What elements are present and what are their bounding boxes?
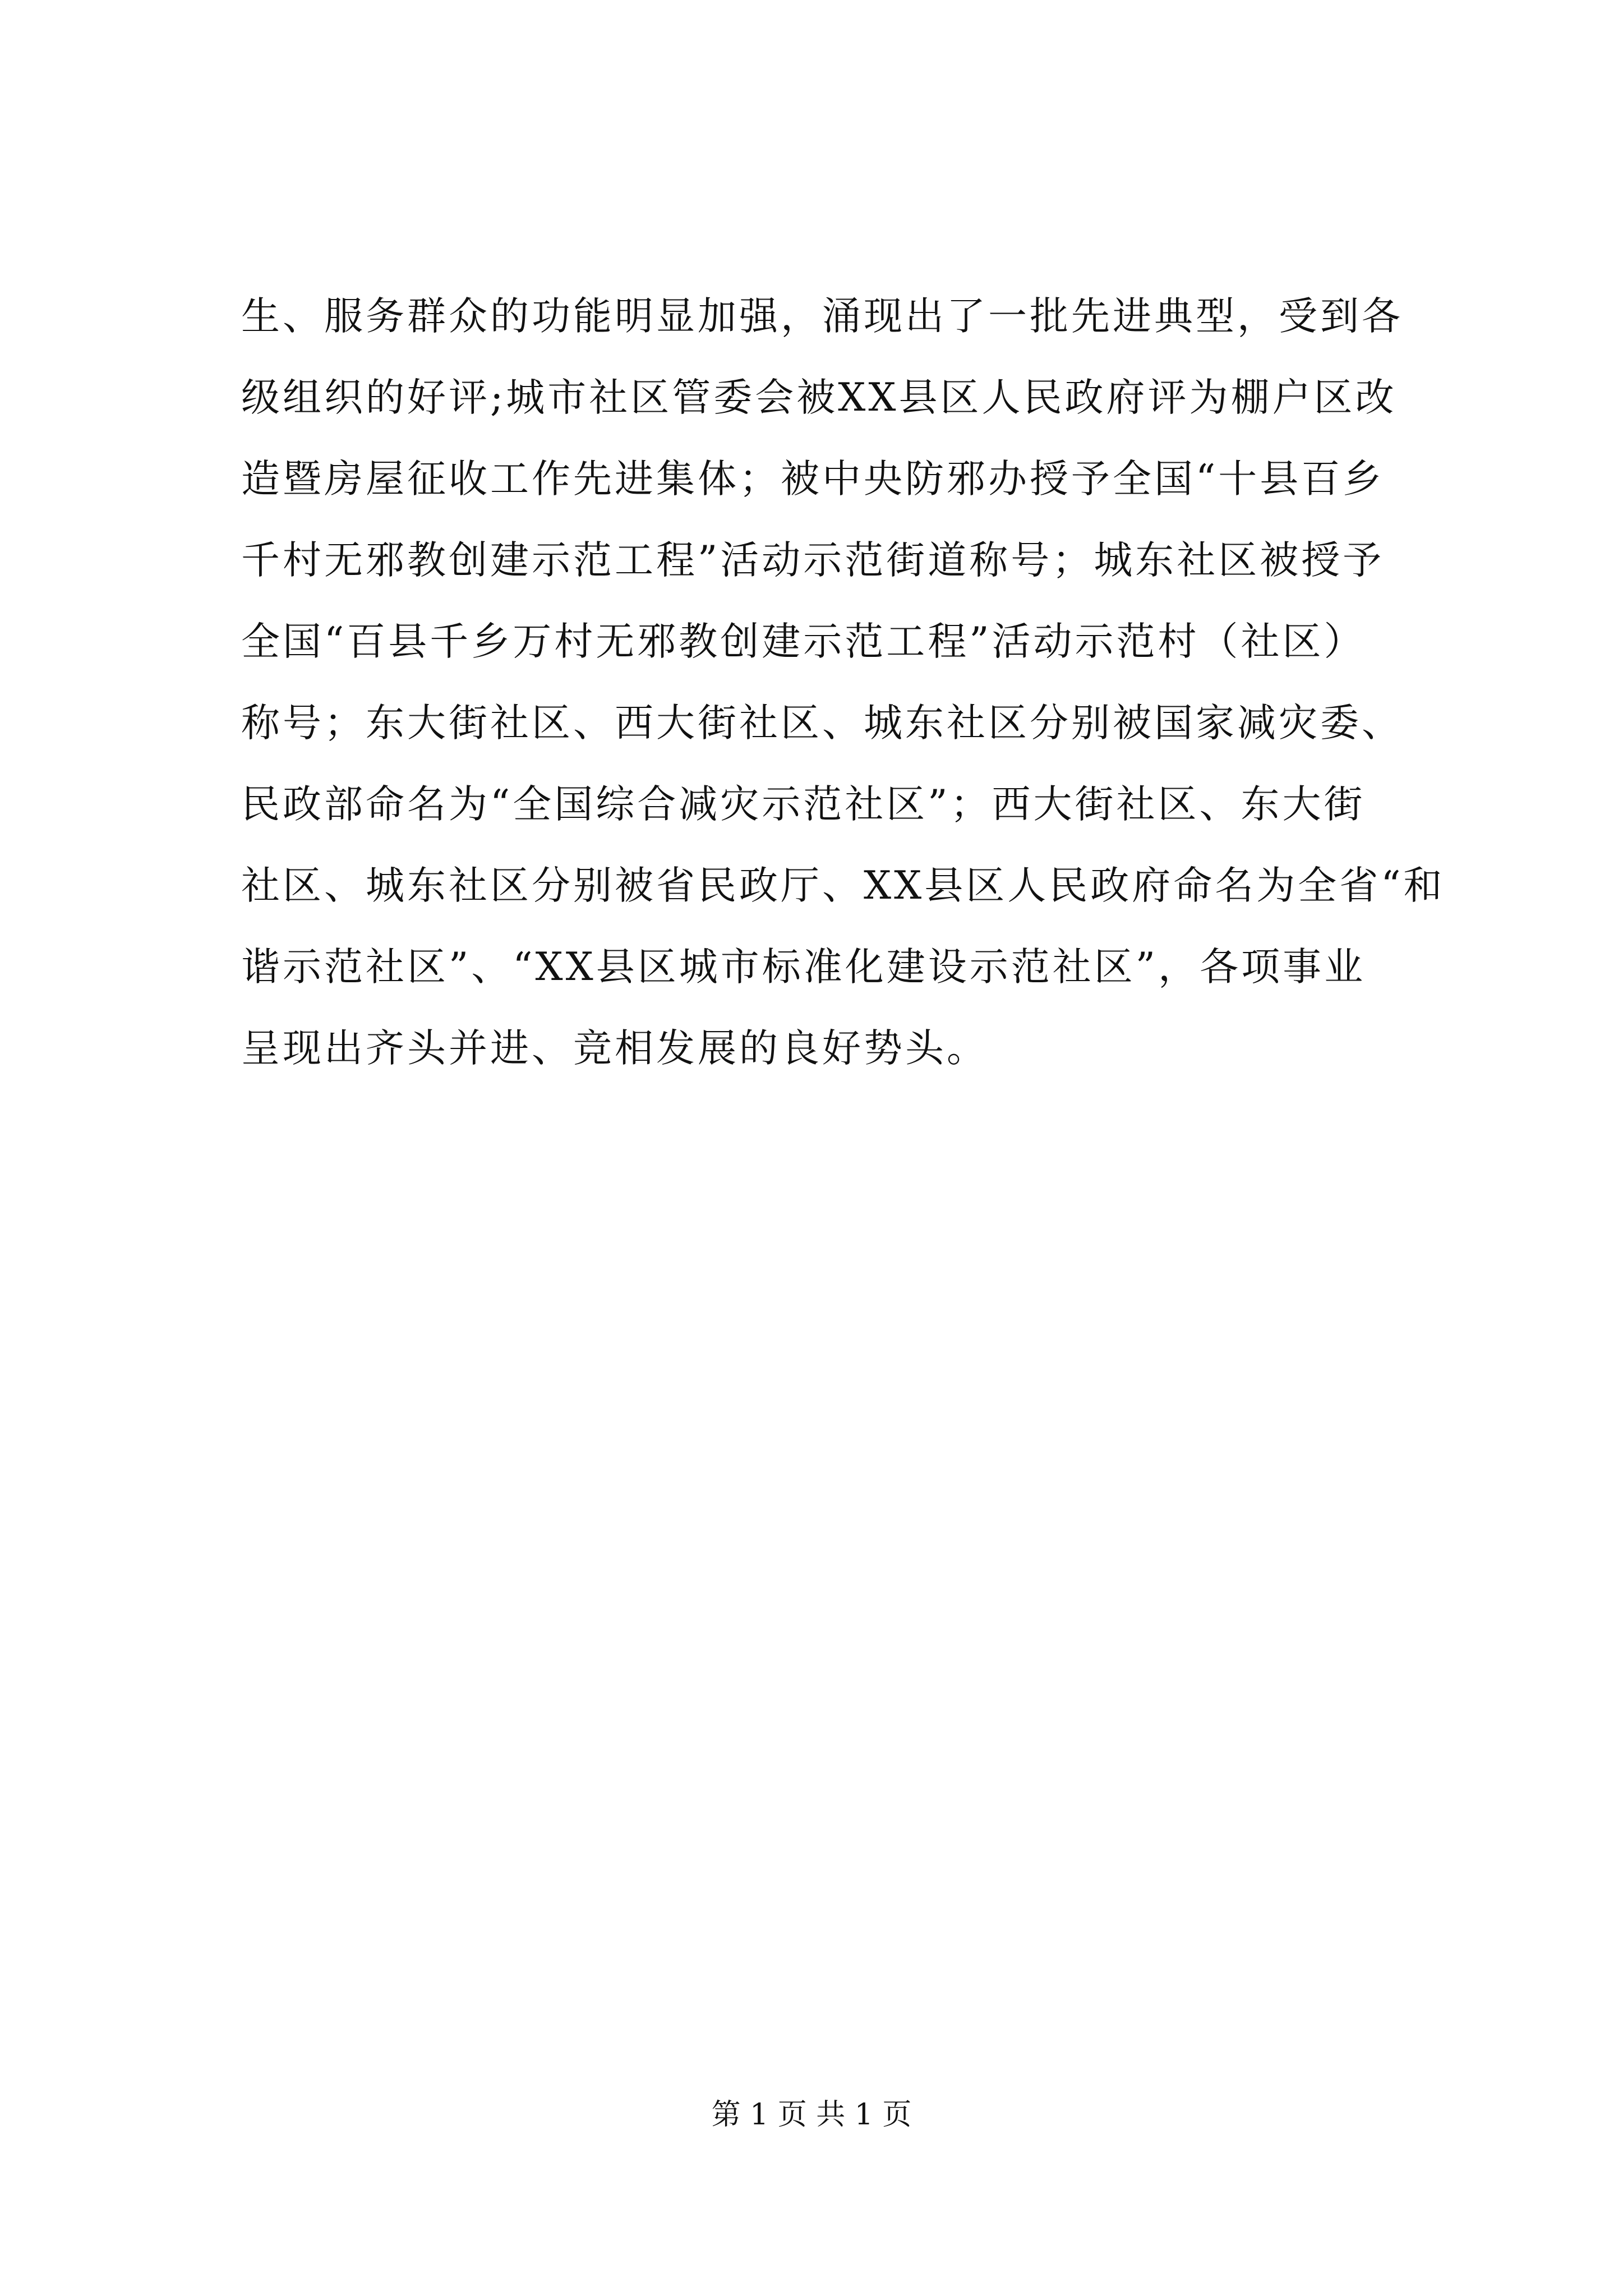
paragraph-line: 全国“百县千乡万村无邪教创建示范工程”活动示范村（社区） [241, 619, 1366, 664]
paragraph-line: 民政部命名为“全国综合减灾示范社区”；西大街社区、东大街 [241, 782, 1366, 827]
body-paragraph [241, 276, 1445, 1089]
page-number-footer: 第 1 页 共 1 页 [711, 2098, 912, 2132]
paragraph-line: 千村无邪教创建示范工程”活动示范街道称号；城东社区被授予 [241, 538, 1385, 583]
paragraph-line: 谐示范社区”、“XX县区城市标准化建设示范社区”，各项事业 [241, 945, 1366, 990]
paragraph-line: 称号；东大街社区、西大街社区、城东社区分别被国家减灾委、 [241, 701, 1403, 746]
paragraph-line: 社区、城东社区分别被省民政厅、XX县区人民政府命名为全省“和 [241, 863, 1445, 908]
paragraph-line: 级组织的好评;城市社区管委会被XX县区人民政府评为棚户区改 [241, 375, 1397, 420]
paragraph-line: 造暨房屋征收工作先进集体；被中央防邪办授予全国“十县百乡 [241, 457, 1385, 501]
paragraph-line: 呈现出齐头并进、竞相发展的良好势头。 [241, 1026, 988, 1071]
paragraph-line: 生、服务群众的功能明显加强，涌现出了一批先进典型，受到各 [241, 294, 1403, 339]
